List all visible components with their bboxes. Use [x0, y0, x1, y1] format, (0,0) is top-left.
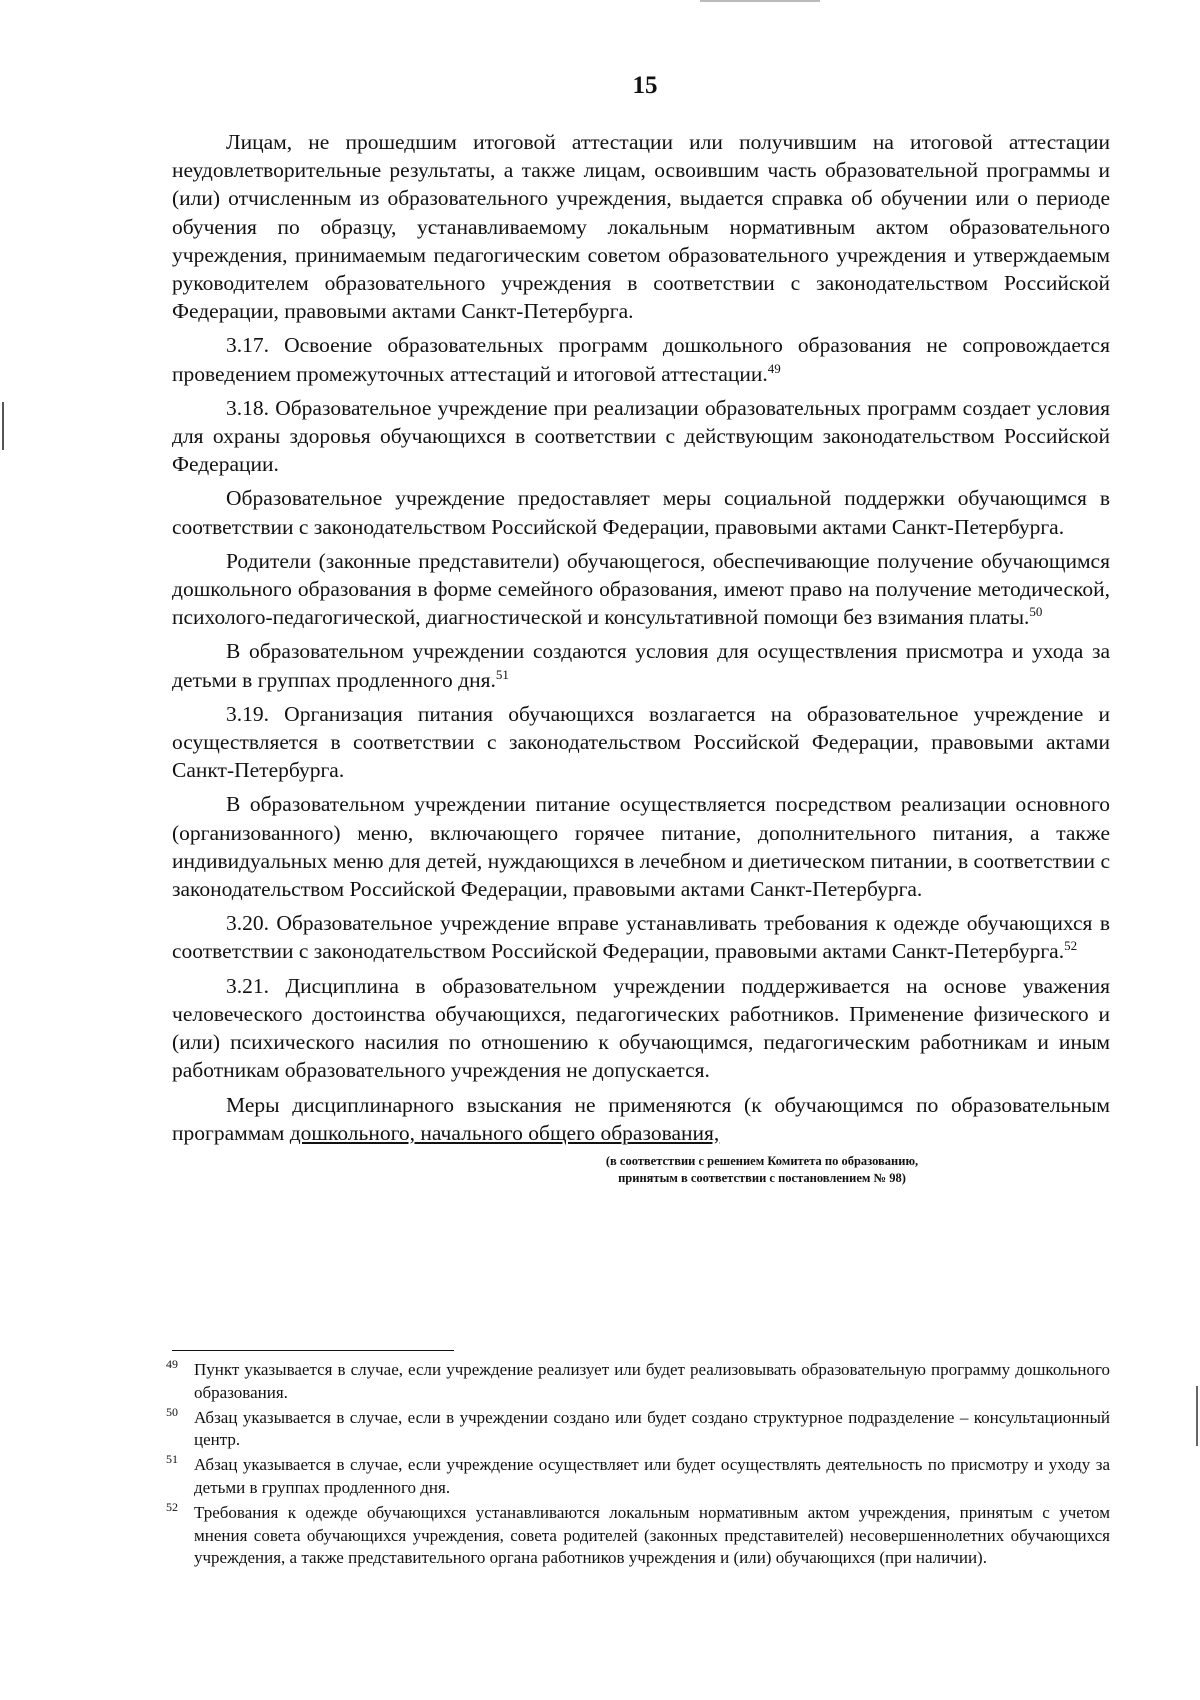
document-body — [172, 128, 1110, 1187]
note-line: принятым в соответствии с постановлением № 98) — [618, 1170, 906, 1185]
footnote-ref[interactable]: 50 — [1029, 604, 1043, 620]
paragraph-text: Лицам, не прошедшим итоговой аттестации или получившим на итоговой аттестации неудовлетворительные результаты, а также лицам, освоившим часть образовательной программы и (или) отчисленным из образовательного учреждения, выдается справка об обучении или о периоде обучения по образцу, устанавливаемому локальным нормативным актом образовательного учреждения, принимаемым педагогическим советом образовательного учреждения и утверждаемым руководителем образовательного учреждения в соответствии с законодательством Российской Федерации, правовыми актами Санкт-Петербурга. — [172, 130, 1110, 324]
footnote-52 — [166, 1499, 1110, 1570]
paragraph-text: 3.17. Освоение образовательных программ дошкольного образования не сопровождается проведением промежуточных аттестаций и итоговой аттестации. — [172, 333, 1110, 386]
paragraph-text: Образовательное учреждение предоставляет меры социальной поддержки обучающимся в соответствии с законодательством Российской Федерации, правовыми актами Санкт-Петербурга. — [172, 486, 1110, 539]
footnote-text: Абзац указывается в случае, если учреждение осуществляет или будет осуществлять деятельность по присмотру и уходу за детьми в группах продленного дня. — [194, 1455, 1110, 1497]
paragraph — [172, 700, 1110, 785]
footnote-ref[interactable]: 52 — [1064, 938, 1078, 954]
paragraph-text: Родители (законные представители) обучающегося, обеспечивающие получение обучающимся дошкольного образования в форме семейного образования, имеют право на получение методической, психолого-педагогической, диагностической и консультативной помощи без взимания платы. — [172, 548, 1110, 630]
scan-artifact-left — [2, 402, 4, 450]
footnote-number: 50 — [166, 1404, 178, 1419]
paragraph — [172, 790, 1110, 903]
paragraph-text: Меры дисциплинарного взыскания не применяются (к обучающимся по образовательным программам — [172, 1092, 1110, 1145]
paragraph-disciplinary-measures — [172, 1091, 1110, 1147]
underlined-text: дошкольного, начального общего образования, — [289, 1120, 720, 1145]
paragraph-text: В образовательном учреждении питание осуществляется посредством реализации основного (организованного) меню, включающего горячее питание, дополнительного питания, а также индивидуальных меню для детей, нуждающихся в лечебном и диетическом питании, в соответствии с законодательством Российской Федерации, правовыми актами Санкт-Петербурга. — [172, 792, 1110, 902]
paragraph-text: 3.19. Организация питания обучающихся возлагается на образовательное учреждение и осуществляется в соответствии с законодательством Российской Федерации, правовыми актами Санкт-Петербурга. — [172, 701, 1110, 783]
paragraph — [172, 547, 1110, 632]
footnote-list — [166, 1357, 1110, 1570]
page-number: 15 — [632, 72, 658, 99]
paragraph-text: В образовательном учреждении создаются условия для осуществления присмотра и ухода за детьми в группах продленного дня. — [172, 639, 1110, 692]
paragraph — [172, 909, 1110, 965]
editorial-note — [552, 1153, 972, 1187]
footnote-ref[interactable]: 51 — [495, 666, 509, 682]
paragraph — [172, 637, 1110, 693]
paragraph-text: 3.20. Образовательное учреждение вправе устанавливать требования к одежде обучающихся в соответствии с законодательством Российской Федерации, правовыми актами Санкт-Петербурга. — [172, 911, 1110, 964]
paragraph — [172, 331, 1110, 387]
footnote-number: 51 — [166, 1452, 178, 1467]
footnote-text: Абзац указывается в случае, если в учреждении создано или будет создано структурное подразделение – консультационный центр. — [194, 1407, 1110, 1450]
footnote-51 — [166, 1452, 1110, 1500]
paragraph — [172, 484, 1110, 540]
paragraph — [172, 972, 1110, 1085]
footnote-ref[interactable]: 49 — [767, 360, 781, 376]
note-line: (в соответствии с решением Комитета по образованию, — [605, 1153, 919, 1168]
paragraph-text: 3.18. Образовательное учреждение при реализации образовательных программ создает условия для охраны здоровья обучающихся в соответствии с действующим законодательством Российской Федерации. — [172, 395, 1110, 477]
footnote-number: 49 — [166, 1357, 178, 1371]
footnote-49 — [166, 1357, 1110, 1405]
footnote-text: Пункт указывается в случае, если учреждение реализует или будет реализовывать образовательную программу дошкольного образования. — [194, 1360, 1110, 1402]
scan-artifact-top — [700, 0, 820, 2]
paragraph-list — [172, 128, 1110, 1085]
paragraph — [172, 128, 1110, 325]
footnotes — [166, 1350, 1110, 1572]
footnote-50 — [166, 1404, 1110, 1453]
footnote-divider — [172, 1350, 454, 1351]
paragraph — [172, 394, 1110, 479]
footnote-text: Требования к одежде обучающихся устанавливаются локальным нормативным актом учреждения, принятым с учетом мнения совета обучающихся учреждения, совета родителей (законных представителей) несовершеннолетних обучающихся учреждения, а также представительного органа работников учреждения и (или) обучающихся (при наличии). — [194, 1502, 1110, 1568]
footnote-number: 52 — [166, 1499, 178, 1514]
paragraph-text: 3.21. Дисциплина в образовательном учреждении поддерживается на основе уважения человеческого достоинства обучающихся, педагогических работников. Применение физического и (или) психического насилия по отношению к обучающимся, педагогическим работникам и иным работникам образовательного учреждения не допускается. — [172, 973, 1110, 1083]
scan-artifact-right — [1196, 1386, 1198, 1446]
